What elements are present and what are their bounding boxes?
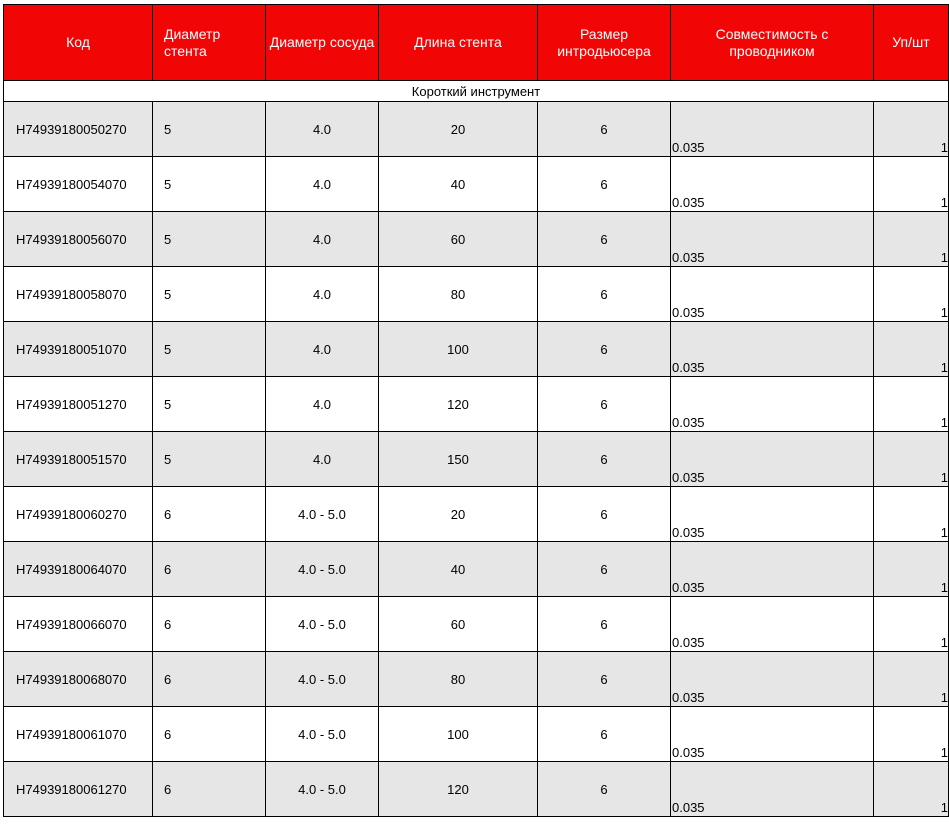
section-row bbox=[4, 81, 949, 102]
product-table bbox=[3, 4, 949, 817]
header-pack: Уп/шт bbox=[874, 5, 949, 81]
header-stent-diameter: Диаметр стента bbox=[153, 5, 266, 81]
cell-introducer-size: 6 bbox=[538, 762, 671, 817]
table-row bbox=[4, 212, 949, 267]
cell-guidewire: 0.035 bbox=[671, 487, 874, 542]
table-row bbox=[4, 267, 949, 322]
cell-pack: 1 bbox=[874, 597, 949, 652]
cell-stent-diameter: 6 bbox=[153, 487, 266, 542]
header-stent-length: Длина стента bbox=[379, 5, 538, 81]
cell-stent-diameter: 5 bbox=[153, 157, 266, 212]
header-code: Код bbox=[4, 5, 153, 81]
cell-code: H74939180066070 bbox=[4, 597, 153, 652]
cell-stent-length: 150 bbox=[379, 432, 538, 487]
cell-guidewire: 0.035 bbox=[671, 377, 874, 432]
cell-guidewire: 0.035 bbox=[671, 542, 874, 597]
cell-stent-length: 100 bbox=[379, 707, 538, 762]
cell-stent-diameter: 6 bbox=[153, 542, 266, 597]
cell-stent-length: 20 bbox=[379, 102, 538, 157]
cell-stent-length: 40 bbox=[379, 542, 538, 597]
cell-code: H74939180061270 bbox=[4, 762, 153, 817]
cell-stent-length: 40 bbox=[379, 157, 538, 212]
cell-pack: 1 bbox=[874, 432, 949, 487]
cell-introducer-size: 6 bbox=[538, 102, 671, 157]
section-label: Короткий инструмент bbox=[4, 81, 949, 102]
cell-vessel-diameter: 4.0 - 5.0 bbox=[266, 487, 379, 542]
cell-guidewire: 0.035 bbox=[671, 212, 874, 267]
cell-vessel-diameter: 4.0 bbox=[266, 212, 379, 267]
cell-pack: 1 bbox=[874, 542, 949, 597]
cell-pack: 1 bbox=[874, 322, 949, 377]
cell-code: H74939180068070 bbox=[4, 652, 153, 707]
cell-vessel-diameter: 4.0 - 5.0 bbox=[266, 707, 379, 762]
cell-code: H74939180051270 bbox=[4, 377, 153, 432]
cell-stent-diameter: 6 bbox=[153, 597, 266, 652]
cell-code: H74939180051570 bbox=[4, 432, 153, 487]
cell-stent-diameter: 5 bbox=[153, 432, 266, 487]
cell-vessel-diameter: 4.0 - 5.0 bbox=[266, 597, 379, 652]
cell-code: H74939180058070 bbox=[4, 267, 153, 322]
cell-guidewire: 0.035 bbox=[671, 322, 874, 377]
cell-guidewire: 0.035 bbox=[671, 267, 874, 322]
cell-pack: 1 bbox=[874, 212, 949, 267]
cell-stent-diameter: 6 bbox=[153, 652, 266, 707]
cell-introducer-size: 6 bbox=[538, 322, 671, 377]
cell-vessel-diameter: 4.0 - 5.0 bbox=[266, 652, 379, 707]
cell-pack: 1 bbox=[874, 267, 949, 322]
cell-vessel-diameter: 4.0 - 5.0 bbox=[266, 542, 379, 597]
cell-guidewire: 0.035 bbox=[671, 102, 874, 157]
cell-stent-length: 60 bbox=[379, 212, 538, 267]
header-introducer-size: Размер интродьюсера bbox=[538, 5, 671, 81]
cell-stent-diameter: 5 bbox=[153, 102, 266, 157]
header-vessel-diameter: Диаметр сосуда bbox=[266, 5, 379, 81]
cell-introducer-size: 6 bbox=[538, 707, 671, 762]
table-row bbox=[4, 102, 949, 157]
cell-introducer-size: 6 bbox=[538, 212, 671, 267]
cell-guidewire: 0.035 bbox=[671, 597, 874, 652]
cell-stent-length: 20 bbox=[379, 487, 538, 542]
cell-guidewire: 0.035 bbox=[671, 762, 874, 817]
cell-stent-length: 120 bbox=[379, 762, 538, 817]
cell-vessel-diameter: 4.0 bbox=[266, 432, 379, 487]
table-row bbox=[4, 652, 949, 707]
cell-introducer-size: 6 bbox=[538, 597, 671, 652]
cell-code: H74939180060270 bbox=[4, 487, 153, 542]
table-row bbox=[4, 487, 949, 542]
header-guidewire: Совместимость с проводником bbox=[671, 5, 874, 81]
cell-stent-length: 80 bbox=[379, 267, 538, 322]
cell-pack: 1 bbox=[874, 652, 949, 707]
cell-vessel-diameter: 4.0 bbox=[266, 322, 379, 377]
cell-introducer-size: 6 bbox=[538, 542, 671, 597]
cell-stent-diameter: 6 bbox=[153, 762, 266, 817]
cell-pack: 1 bbox=[874, 707, 949, 762]
header-row bbox=[4, 5, 949, 81]
cell-pack: 1 bbox=[874, 487, 949, 542]
cell-stent-diameter: 6 bbox=[153, 707, 266, 762]
cell-guidewire: 0.035 bbox=[671, 707, 874, 762]
cell-pack: 1 bbox=[874, 102, 949, 157]
cell-pack: 1 bbox=[874, 377, 949, 432]
cell-introducer-size: 6 bbox=[538, 157, 671, 212]
cell-stent-length: 80 bbox=[379, 652, 538, 707]
cell-vessel-diameter: 4.0 bbox=[266, 377, 379, 432]
cell-code: H74939180061070 bbox=[4, 707, 153, 762]
table-row bbox=[4, 542, 949, 597]
cell-guidewire: 0.035 bbox=[671, 432, 874, 487]
table-row bbox=[4, 597, 949, 652]
cell-code: H74939180064070 bbox=[4, 542, 153, 597]
table-row bbox=[4, 322, 949, 377]
cell-guidewire: 0.035 bbox=[671, 157, 874, 212]
cell-stent-diameter: 5 bbox=[153, 212, 266, 267]
cell-pack: 1 bbox=[874, 157, 949, 212]
cell-vessel-diameter: 4.0 bbox=[266, 102, 379, 157]
cell-guidewire: 0.035 bbox=[671, 652, 874, 707]
table-row bbox=[4, 377, 949, 432]
table-row bbox=[4, 157, 949, 212]
cell-stent-diameter: 5 bbox=[153, 322, 266, 377]
cell-stent-length: 100 bbox=[379, 322, 538, 377]
table-row bbox=[4, 707, 949, 762]
cell-pack: 1 bbox=[874, 762, 949, 817]
table-row bbox=[4, 432, 949, 487]
cell-code: H74939180051070 bbox=[4, 322, 153, 377]
cell-introducer-size: 6 bbox=[538, 487, 671, 542]
cell-vessel-diameter: 4.0 - 5.0 bbox=[266, 762, 379, 817]
cell-vessel-diameter: 4.0 bbox=[266, 267, 379, 322]
cell-stent-diameter: 5 bbox=[153, 267, 266, 322]
cell-code: H74939180050270 bbox=[4, 102, 153, 157]
cell-code: H74939180056070 bbox=[4, 212, 153, 267]
cell-vessel-diameter: 4.0 bbox=[266, 157, 379, 212]
cell-stent-diameter: 5 bbox=[153, 377, 266, 432]
cell-introducer-size: 6 bbox=[538, 432, 671, 487]
cell-introducer-size: 6 bbox=[538, 377, 671, 432]
cell-introducer-size: 6 bbox=[538, 267, 671, 322]
cell-stent-length: 60 bbox=[379, 597, 538, 652]
cell-code: H74939180054070 bbox=[4, 157, 153, 212]
cell-introducer-size: 6 bbox=[538, 652, 671, 707]
cell-stent-length: 120 bbox=[379, 377, 538, 432]
table-row bbox=[4, 762, 949, 817]
